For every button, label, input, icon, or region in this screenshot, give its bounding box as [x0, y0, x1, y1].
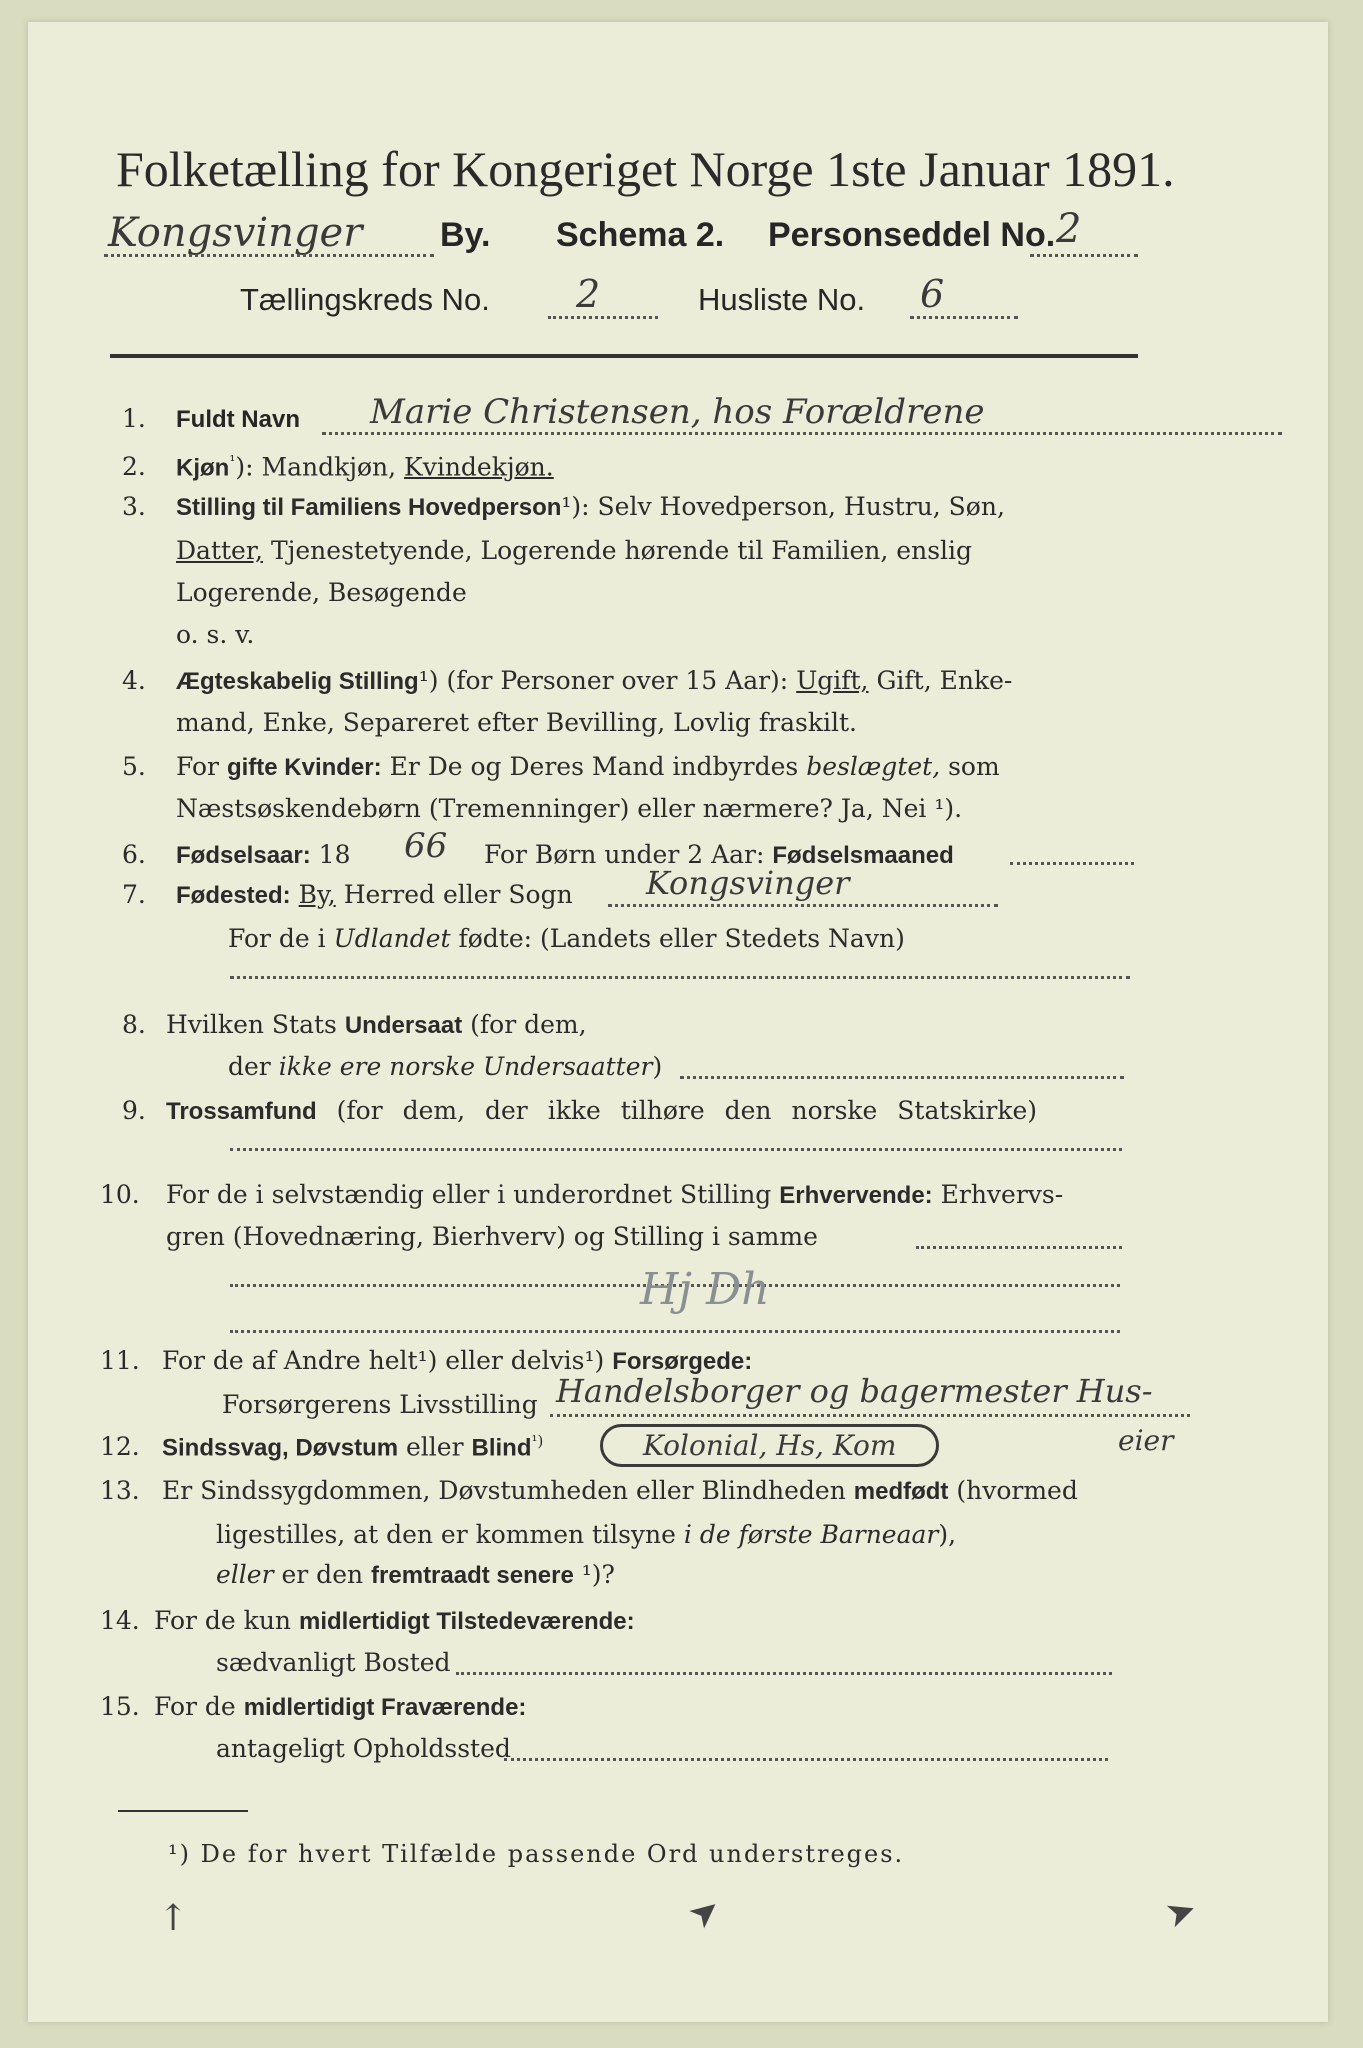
- q11-handwriting: Handelsborger og bagermester Hus-: [556, 1372, 1153, 1410]
- binding-mark-icon: ➤: [680, 1887, 730, 1938]
- q5-line2: Næstsøskendebørn (Tremenninger) eller nærmere? Ja, Nei ¹).: [176, 794, 963, 823]
- q3-line4: o. s. v.: [176, 620, 255, 649]
- q13-line2: ligestilles, at den er kommen tilsyne i de første Barneaar),: [216, 1520, 957, 1549]
- q15-line1: For de midlertidigt Fraværende:: [154, 1692, 527, 1721]
- q1-label: Fuldt Navn: [176, 406, 300, 433]
- q10-line1: For de i selvstændig eller i underordnet Stilling Erhvervende: Erhvervs-: [166, 1180, 1064, 1209]
- q1-dotted-line: [322, 432, 1282, 435]
- q7-dotted-line: [608, 904, 998, 907]
- town-dotted-line: [104, 254, 434, 257]
- q10-faint-code-handwriting: Hj Dh: [640, 1264, 770, 1315]
- q3-line1: Stilling til Familiens Hovedperson¹): Selv Hovedperson, Hustru, Søn,: [176, 492, 1005, 521]
- husliste-number: 6: [920, 272, 945, 316]
- q7-dotted-line-2: [230, 976, 1130, 979]
- q8-line2: der ikke ere norske Undersaatter): [228, 1052, 663, 1081]
- q12-number: 12.: [100, 1432, 140, 1461]
- q10-number: 10.: [100, 1180, 140, 1209]
- footnote-rule: [118, 1810, 248, 1812]
- personseddel-number: 2: [1056, 206, 1082, 252]
- q3-line3: Logerende, Besøgende: [176, 578, 467, 607]
- q15-line2: antageligt Opholdssted: [216, 1734, 511, 1763]
- q10-dotted-line-1: [916, 1246, 1122, 1249]
- q4-number: 4.: [122, 666, 146, 695]
- q12-line1: Sindssvag, Døvstum eller Blind$^{^1)}$: [162, 1432, 544, 1462]
- q3-number: 3.: [122, 492, 146, 521]
- by-label: By.: [440, 216, 491, 254]
- personseddel-dotted-line: [1030, 254, 1138, 257]
- q14-dotted-line: [456, 1672, 1112, 1675]
- q1-number: 1.: [122, 404, 146, 433]
- q9-line1: Trossamfund (for dem, der ikke tilhøre den norske Statskirke): [166, 1096, 1038, 1125]
- q8-line1: Hvilken Stats Undersaat (for dem,: [166, 1010, 587, 1039]
- header-rule: [110, 354, 1138, 358]
- q6-text: For Børn under 2 Aar: Fødselsmaaned: [484, 840, 954, 869]
- q13-line1: Er Sindssygdommen, Døvstumheden eller Blindheden medfødt (hvormed: [162, 1476, 1078, 1505]
- q5-number: 5.: [122, 752, 146, 781]
- binding-mark-icon: ➤: [1159, 1888, 1203, 1937]
- q1-handwriting: Marie Christensen, hos Forældrene: [370, 392, 985, 432]
- q2-text: Kjøn$^{^1}$): Mandkjøn, Kvindekjøn.: [176, 452, 554, 482]
- q14-line2: sædvanligt Bosted: [216, 1648, 451, 1677]
- q8-number: 8.: [122, 1010, 146, 1039]
- q13-line3: eller er den fremtraadt senere ¹)?: [216, 1560, 615, 1589]
- q11-dotted-line: [550, 1414, 1190, 1417]
- town-handwriting: Kongsvinger: [108, 210, 363, 256]
- q6-number: 6.: [122, 840, 146, 869]
- husliste-dotted-line: [910, 316, 1018, 319]
- q14-number: 14.: [100, 1606, 140, 1635]
- q7-number: 7.: [122, 880, 146, 909]
- husliste-label: Husliste No.: [698, 282, 866, 317]
- schema-label: Schema 2.: [556, 216, 725, 254]
- q15-dotted-line: [504, 1758, 1108, 1761]
- q6-label: Fødselsaar: 18: [176, 840, 351, 869]
- q4-line2: mand, Enke, Separeret efter Bevilling, Lovlig fraskilt.: [176, 708, 857, 737]
- form-title: Folketælling for Kongeriget Norge 1ste Januar 1891.: [116, 141, 1175, 197]
- q3-line2: Datter, Tjenestetyende, Logerende hørende til Familien, enslig: [176, 536, 973, 565]
- q15-number: 15.: [100, 1692, 140, 1721]
- q4-line1: Ægteskabelig Stilling¹) (for Personer over 15 Aar): Ugift, Gift, Enke-: [176, 666, 1013, 695]
- kreds-number: 2: [576, 272, 601, 316]
- footnote: ¹) De for hvert Tilfælde passende Ord understreges.: [168, 1840, 905, 1868]
- q12-handwriting-circled: Kolonial, Hs, Kom: [600, 1424, 939, 1467]
- q11-handwriting-cont: eier: [1118, 1424, 1174, 1457]
- personseddel-label: Personseddel No.: [768, 216, 1056, 254]
- binding-mark-icon: ↑: [158, 1898, 189, 1939]
- q7-handwriting: Kongsvinger: [646, 864, 850, 902]
- q7-line1: Fødested: By, Herred eller Sogn: [176, 880, 573, 909]
- q6-dotted-line: [1010, 862, 1134, 865]
- q9-number: 9.: [122, 1096, 146, 1125]
- q7-line2: For de i Udlandet fødte: (Landets eller Stedets Navn): [228, 924, 905, 953]
- q9-dotted-line: [230, 1148, 1122, 1151]
- q5-line1: For gifte Kvinder: Er De og Deres Mand indbyrdes beslægtet, som: [176, 752, 1000, 781]
- q8-dotted-line: [680, 1076, 1124, 1079]
- q10-line2: gren (Hovednæring, Bierhverv) og Stilling i samme: [166, 1222, 818, 1251]
- q11-number: 11.: [100, 1346, 140, 1375]
- q14-line1: For de kun midlertidigt Tilstedeværende:: [154, 1606, 635, 1635]
- q11-line1: For de af Andre helt¹) eller delvis¹) Forsørgede:: [162, 1346, 753, 1375]
- kreds-label: Tællingskreds No.: [240, 282, 490, 317]
- q6-year-handwriting: 66: [404, 826, 448, 866]
- q11-line2: Forsørgerens Livsstilling: [222, 1390, 538, 1419]
- q10-dotted-line-3: [230, 1330, 1120, 1333]
- q2-number: 2.: [122, 452, 146, 481]
- q13-number: 13.: [100, 1476, 140, 1505]
- kreds-dotted-line: [548, 316, 658, 319]
